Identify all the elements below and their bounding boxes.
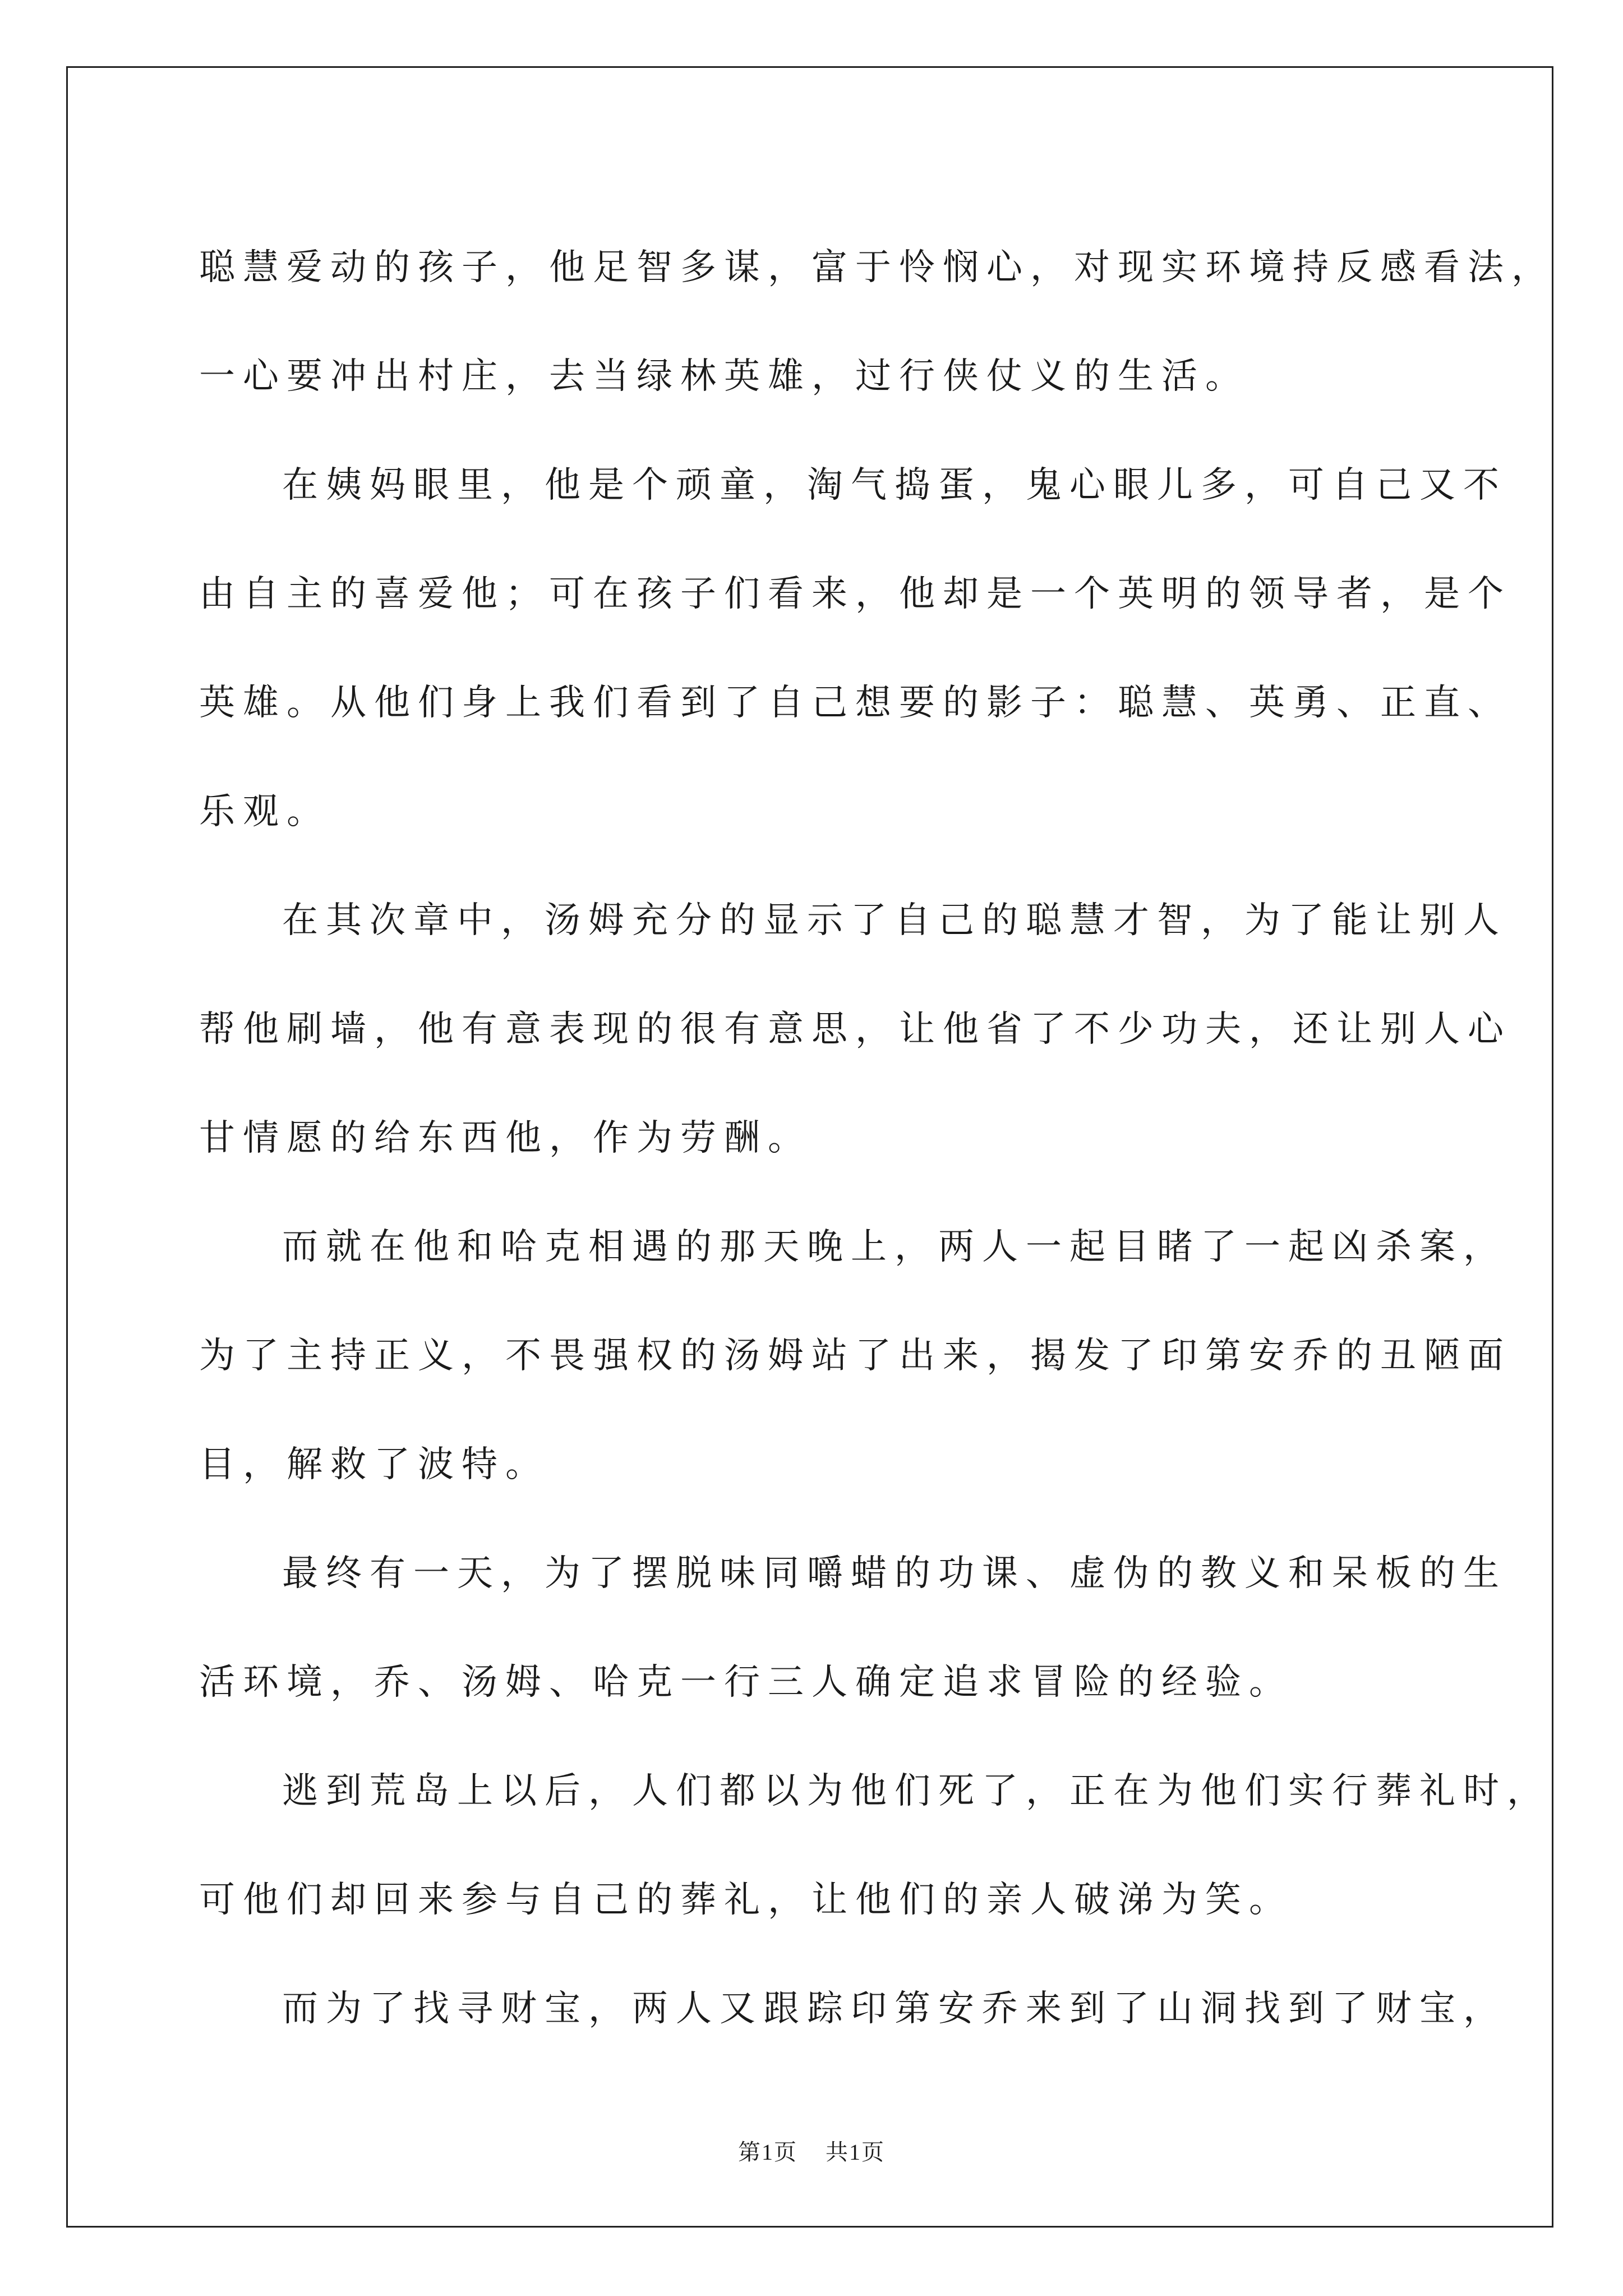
document-body <box>199 213 1555 2063</box>
paragraph-start-line: 在其次章中，汤姆充分的显示了自己的聪慧才智，为了能让别人 <box>282 900 1507 941</box>
text-line: 可他们却回来参与自己的葬礼，让他们的亲人破涕为笑。 <box>199 1879 1293 1921</box>
text-line: 聪慧爱动的孩子，他足智多谋，富于怜悯心，对现实环境持反感看法， <box>199 247 1555 288</box>
text-line: 帮他刷墙，他有意表现的很有意思，让他省了不少功夫，还让别人心 <box>199 1009 1511 1050</box>
paragraph-start-line: 逃到荒岛上以后，人们都以为他们死了，正在为他们实行葬礼时， <box>282 1770 1551 1812</box>
text-line: 目，解救了波特。 <box>199 1444 549 1485</box>
page-number-current: 第1页 <box>738 2139 797 2165</box>
text-line: 为了主持正义，不畏强权的汤姆站了出来，揭发了印第安乔的丑陋面 <box>199 1335 1511 1377</box>
text-line: 乐观。 <box>199 791 330 832</box>
paragraph-start-line: 而为了找寻财宝，两人又跟踪印第安乔来到了山洞找到了财宝， <box>282 1988 1507 2030</box>
page-footer <box>0 2134 1623 2166</box>
text-line: 由自主的喜爱他；可在孩子们看来，他却是一个英明的领导者，是个 <box>199 573 1511 615</box>
page-number-total: 共1页 <box>826 2139 885 2165</box>
paragraph-start-line: 最终有一天，为了摆脱味同嚼蜡的功课、虚伪的教义和呆板的生 <box>282 1553 1507 1594</box>
text-line: 活环境，乔、汤姆、哈克一行三人确定追求冒险的经验。 <box>199 1662 1293 1703</box>
text-line: 英雄。从他们身上我们看到了自己想要的影子：聪慧、英勇、正直、 <box>199 682 1511 724</box>
paragraph-start-line: 而就在他和哈克相遇的那天晚上，两人一起目睹了一起凶杀案， <box>282 1226 1507 1268</box>
text-line: 一心要冲出村庄，去当绿林英雄，过行侠仗义的生活。 <box>199 356 1249 397</box>
paragraph-start-line: 在姨妈眼里，他是个顽童，淘气捣蛋，鬼心眼儿多，可自己又不 <box>282 464 1507 506</box>
text-line: 甘情愿的给东西他，作为劳酬。 <box>199 1117 811 1159</box>
